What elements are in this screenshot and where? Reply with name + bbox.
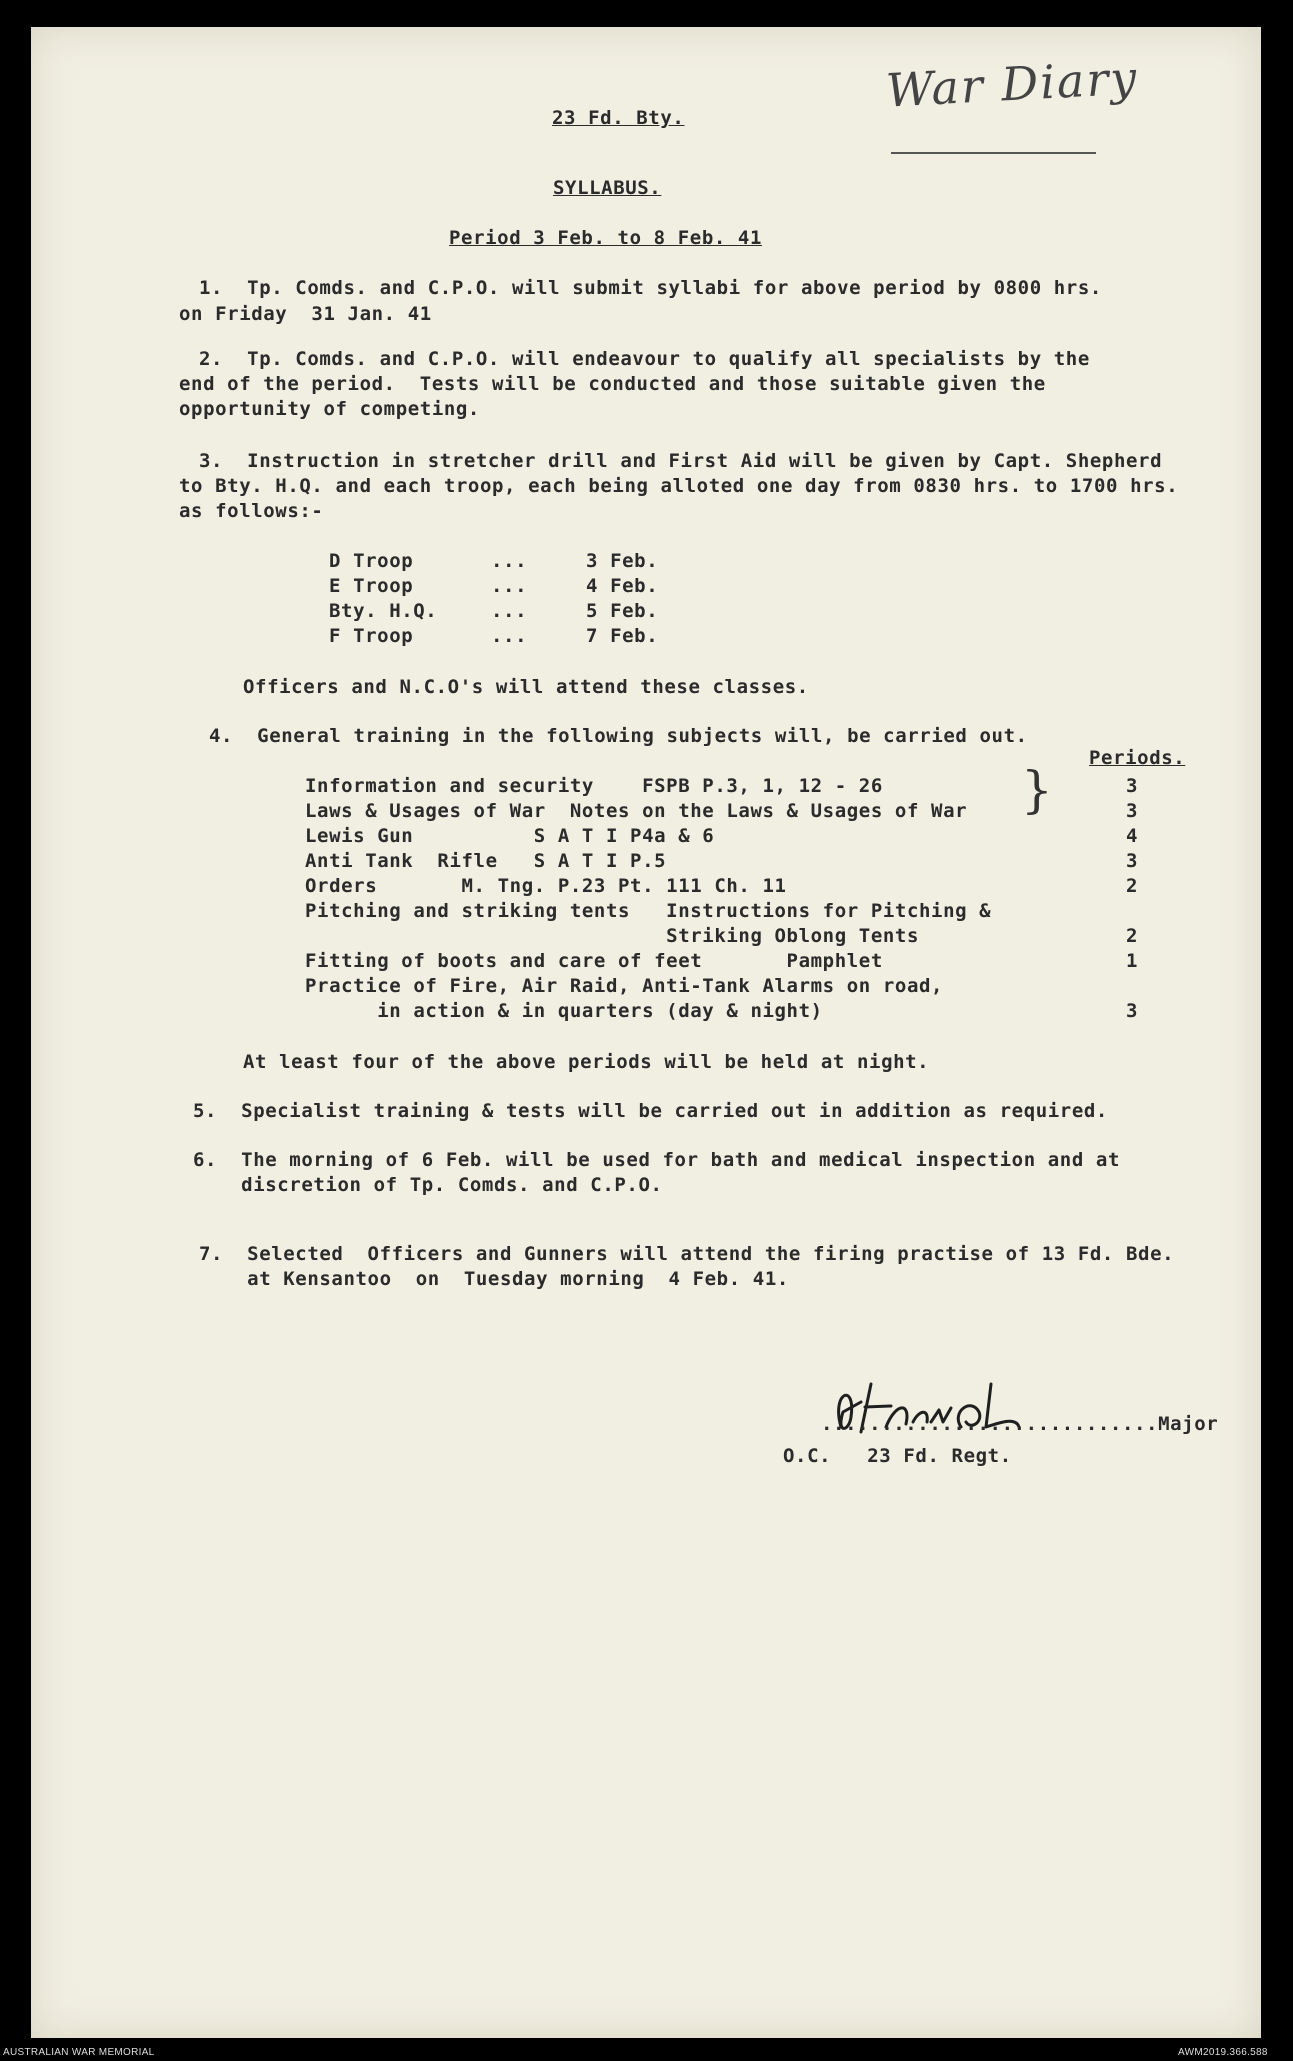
- subject-line: Information and security FSPB P.3, 1, 12 - 26: [305, 775, 883, 797]
- subject-periods: 3: [1126, 1000, 1139, 1022]
- subject-periods: 2: [1126, 875, 1139, 897]
- subject-periods: 4: [1126, 825, 1139, 847]
- schedule-dots: ...: [491, 575, 528, 597]
- para3-line2: to Bty. H.Q. and each troop, each being alloted one day from 0830 hrs. to 1700 hrs.: [179, 475, 1179, 497]
- para2-line2: end of the period. Tests will be conducted and those suitable given the: [179, 373, 1046, 395]
- para5: 5. Specialist training & tests will be carried out in addition as required.: [193, 1100, 1108, 1122]
- para3-note: Officers and N.C.O's will attend these classes.: [243, 676, 809, 698]
- document-page: [31, 27, 1261, 2038]
- handwritten-brace: }: [1021, 761, 1053, 819]
- subject-line: Practice of Fire, Air Raid, Anti-Tank Alarms on road,: [305, 975, 944, 997]
- periods-header: Periods.: [1089, 747, 1186, 769]
- handwritten-annotation: War Diary: [884, 50, 1140, 118]
- schedule-unit: E Troop: [329, 575, 414, 597]
- schedule-date: 4 Feb.: [586, 575, 659, 597]
- para4-intro: 4. General training in the following subjects will, be carried out.: [209, 725, 1028, 747]
- signature-title: O.C. 23 Fd. Regt.: [783, 1445, 1012, 1467]
- subject-periods: 3: [1126, 775, 1139, 797]
- schedule-date: 5 Feb.: [586, 600, 659, 622]
- period-heading: Period 3 Feb. to 8 Feb. 41: [449, 227, 763, 249]
- unit-heading: 23 Fd. Bty.: [552, 107, 685, 129]
- para3-line3: as follows:-: [179, 500, 324, 522]
- schedule-dots: ...: [491, 625, 528, 647]
- subject-periods: 3: [1126, 800, 1139, 822]
- subject-periods: 3: [1126, 850, 1139, 872]
- syllabus-title: SYLLABUS.: [553, 177, 662, 199]
- subject-periods: 2: [1126, 925, 1139, 947]
- para7-line2: at Kensantoo on Tuesday morning 4 Feb. 41.: [199, 1268, 789, 1290]
- subject-line: Orders M. Tng. P.23 Pt. 111 Ch. 11: [305, 875, 787, 897]
- signature-line: ............................Major: [821, 1413, 1219, 1435]
- schedule-unit: F Troop: [329, 625, 414, 647]
- para2-line1: 2. Tp. Comds. and C.P.O. will endeavour to qualify all specialists by the: [199, 348, 1090, 370]
- schedule-dots: ...: [491, 600, 528, 622]
- para2-line3: opportunity of competing.: [179, 398, 480, 420]
- footer-reference: AWM2019.366.588: [1178, 2047, 1268, 2058]
- subject-line: Pitching and striking tents Instructions for Pitching &: [305, 900, 992, 922]
- para7-line1: 7. Selected Officers and Gunners will attend the firing practise of 13 Fd. Bde.: [199, 1243, 1175, 1265]
- subject-line: Striking Oblong Tents: [305, 925, 919, 947]
- subject-line: Anti Tank Rifle S A T I P.5: [305, 850, 667, 872]
- schedule-unit: Bty. H.Q.: [329, 600, 438, 622]
- handwritten-underline: [891, 152, 1096, 154]
- schedule-unit: D Troop: [329, 550, 414, 572]
- para6-line1: 6. The morning of 6 Feb. will be used for bath and medical inspection and at: [193, 1149, 1120, 1171]
- para6-line2: discretion of Tp. Comds. and C.P.O.: [193, 1174, 663, 1196]
- subject-line: Fitting of boots and care of feet Pamphlet: [305, 950, 883, 972]
- para4-note: At least four of the above periods will be held at night.: [243, 1051, 930, 1073]
- schedule-date: 7 Feb.: [586, 625, 659, 647]
- schedule-date: 3 Feb.: [586, 550, 659, 572]
- para3-line1: 3. Instruction in stretcher drill and First Aid will be given by Capt. Shepherd: [199, 450, 1163, 472]
- para1-line2: on Friday 31 Jan. 41: [179, 303, 432, 325]
- para1-line1: 1. Tp. Comds. and C.P.O. will submit syllabi for above period by 0800 hrs.: [199, 277, 1102, 299]
- footer-archive-name: AUSTRALIAN WAR MEMORIAL: [3, 2047, 155, 2058]
- subject-line: Laws & Usages of War Notes on the Laws & Usages of War: [305, 800, 968, 822]
- subject-line: in action & in quarters (day & night): [305, 1000, 823, 1022]
- schedule-dots: ...: [491, 550, 528, 572]
- subject-line: Lewis Gun S A T I P4a & 6: [305, 825, 715, 847]
- subject-periods: 1: [1126, 950, 1139, 972]
